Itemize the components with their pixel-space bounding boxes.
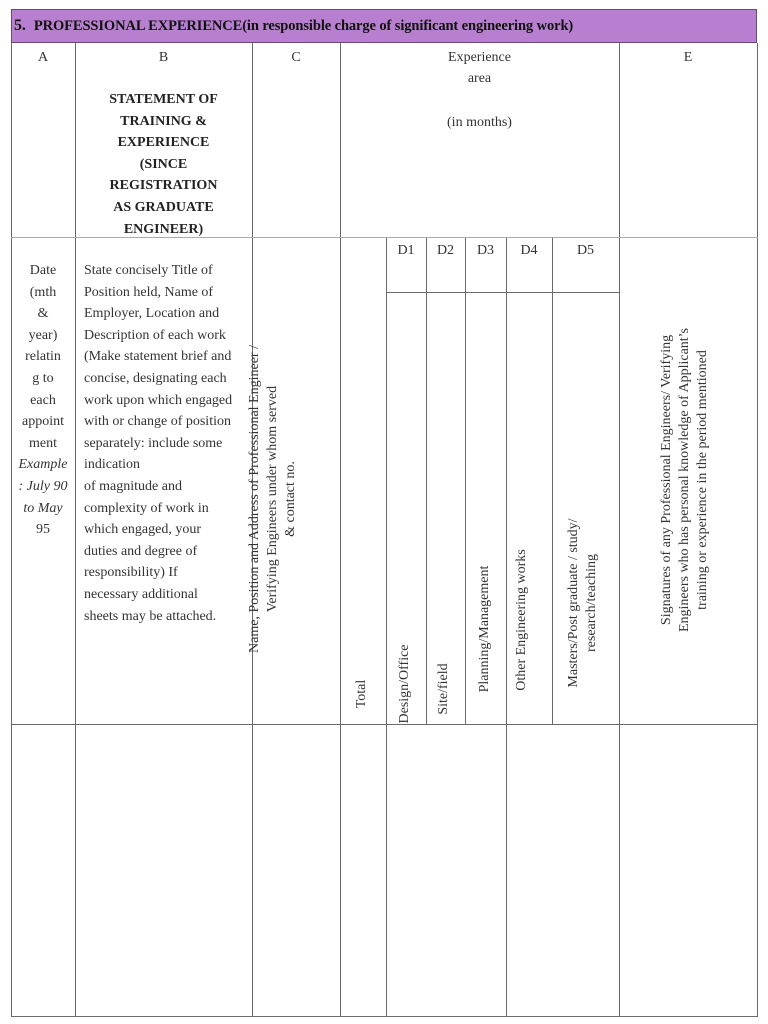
col-a-line: g to [32,370,54,386]
statement-heading-line: EXPERIENCE [117,135,210,151]
statement-heading-line: REGISTRATION [109,178,218,194]
subcol-d5-label: D5 [576,243,595,258]
col-line-d-e [619,43,620,1017]
col-a-line: & [37,306,49,322]
col-b-line: responsibility) If [84,565,178,581]
col-b-line: work upon which engaged [84,392,233,408]
col-e-line: training or experience in the period mentioned [695,350,710,610]
col-e-signatures-text [658,255,718,705]
statement-heading-line: STATEMENT OF [109,92,218,107]
d3-planning-management-label: Planning/Management [477,565,492,693]
col-c-line: Verifying Engineers under whom served [265,385,280,613]
col-e-line: Engineers who has personal knowledge of Applicant’s [677,327,692,633]
subcol-d3-label: D3 [476,243,495,258]
d4-other-engineering-label: Other Engineering works [514,549,529,691]
col-c-line: Name, Position and Address of Professional Engineer / [247,345,262,653]
statement-heading [61,89,266,240]
statement-heading-line: (SINCE [139,156,188,172]
col-b-line: Description of each work [84,327,226,343]
col-line-d4-d5 [552,238,553,724]
col-line-total-d1 [386,238,387,1017]
col-b-line: duties and degree of [84,543,198,559]
col-a-example-line: to May [23,500,63,516]
col-a-line: ment [29,435,57,451]
col-c-rotated-text [246,259,306,739]
col-b-line: complexity of work in [84,500,209,516]
col-c-line: & contact no. [283,461,298,537]
col-a-line: (mth [29,284,57,300]
d2-site-field-label: Site/field [436,663,451,715]
section-number: 5. [14,17,26,34]
col-a-description [11,260,75,541]
col-a-line: year) [28,327,58,343]
col-b-line: of magnitude and [84,478,182,494]
col-b-line: separately: include some [84,435,223,451]
table-border-right [757,43,758,1017]
col-line-d1-d2 [426,238,427,724]
col-a-line: each [30,392,56,408]
table-border-bottom [11,1016,758,1017]
col-a-line: appoint [22,414,64,430]
section-title-text: PROFESSIONAL EXPERIENCE(in responsible charge of significant engineering work) [33,18,574,34]
col-b-line: necessary additional [84,586,198,602]
col-a-example-line: Example [18,457,68,473]
col-b-description [84,260,252,627]
col-a-line: Date [29,263,57,278]
subcol-d1-label: D1 [397,243,415,258]
col-b-line: sheets may be attached. [84,608,217,624]
col-c-letter: C [291,50,301,65]
subcol-d4-label: D4 [520,243,538,258]
col-line-d2-d3 [465,238,466,724]
d5-line: research/teaching [584,554,599,652]
col-b-line: (Make statement brief and [84,349,232,365]
statement-heading-line: TRAINING & [120,113,207,129]
total-label: Total [354,679,369,709]
col-b-line: concise, designating each [84,370,227,386]
statement-heading-line: ENGINEER) [123,221,204,237]
col-e-line: Signatures of any Professional Engineers/ Verifying [659,334,674,626]
col-b-line: with or change of position [84,414,231,430]
col-e-letter: E [683,50,693,65]
row-line-subheader [386,292,620,293]
col-b-line: State concisely Title of [84,263,213,278]
subcol-d2-label: D2 [436,243,455,258]
col-b-letter: B [158,50,169,65]
col-a-line: relatin [25,349,61,365]
col-b-line: Employer, Location and [84,306,220,322]
col-line-c-d [340,43,341,1017]
col-line-d3-d4 [506,238,507,1017]
experience-area-unit: (in months) [447,115,512,130]
statement-heading-line: AS GRADUATE [113,199,214,215]
experience-area-label-1: Experience [448,50,511,65]
experience-area-label-2: area [467,71,492,86]
d5-masters-research-label [565,513,605,693]
section-title [14,17,573,35]
row-line-body [11,724,758,725]
d1-design-office-label: Design/Office [397,644,412,724]
col-b-line: indication [84,457,140,473]
col-b-line: which engaged, your [84,522,202,538]
col-b-line: Position held, Name of [84,284,214,300]
col-a-letter: A [37,50,49,65]
d5-line: Masters/Post graduate / study/ [566,518,581,688]
col-a-example-end: 95 [36,522,50,538]
col-a-example-line: : July 90 [18,478,68,494]
